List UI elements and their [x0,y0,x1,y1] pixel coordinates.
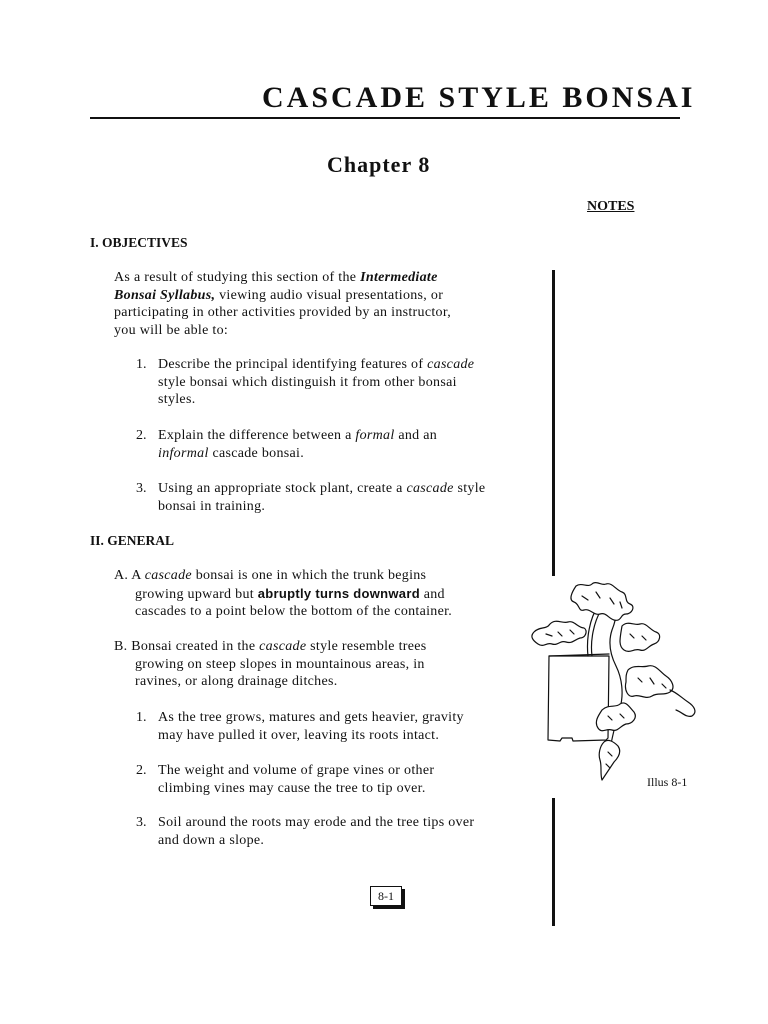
general-subitem: The weight and volume of grape vines or other climbing vines may cause the tree to tip over. [158,763,435,796]
general-point-b: B. Bonsai created in the cascade style resemble trees growing on steep slopes in mountainous areas, in ravines, or along drainage ditches. [114,639,427,689]
objective-item-number: 3. [136,481,147,496]
general-subitem-number: 3. [136,815,147,830]
illustration-caption: Illus 8-1 [647,775,688,789]
objective-item-number: 2. [136,428,147,443]
margin-bar-top [552,270,555,576]
page-number: 8-1 [370,886,402,906]
general-subitem-number: 1. [136,710,147,725]
title-rule [90,117,680,119]
objective-item: Using an appropriate stock plant, create a cascade style bonsai in training. [158,481,486,514]
objectives-intro: As a result of studying this section of the Intermediate Bonsai Syllabus, viewing audio visual presentations, or participating in other activities provided by an instructor, you will be able to: [114,270,452,338]
general-subitem: Soil around the roots may erode and the tree tips over and down a slope. [158,815,475,848]
general-subitem: As the tree grows, matures and gets heavier, gravity may have pulled it over, leaving its roots intact. [158,710,464,743]
objective-item: Explain the difference between a formal and an informal cascade bonsai. [158,428,438,461]
section-heading-general: II. GENERAL [90,533,175,548]
notes-heading: NOTES [587,199,635,214]
general-point-a: A. A cascade bonsai is one in which the trunk begins growing upward but abruptly turns downward and cascades to a point below the bottom of the container. [114,568,453,619]
objective-item-number: 1. [136,357,147,372]
document-title: CASCADE STYLE BONSAI [262,81,696,114]
cascade-bonsai-illustration [526,578,702,788]
general-subitem-number: 2. [136,763,147,778]
margin-bar-bottom [552,798,555,926]
section-heading-objectives: I. OBJECTIVES [90,235,188,250]
objective-item: Describe the principal identifying features of cascade style bonsai which distinguish it from other bonsai styles. [158,357,475,407]
chapter-heading: Chapter 8 [327,152,431,177]
